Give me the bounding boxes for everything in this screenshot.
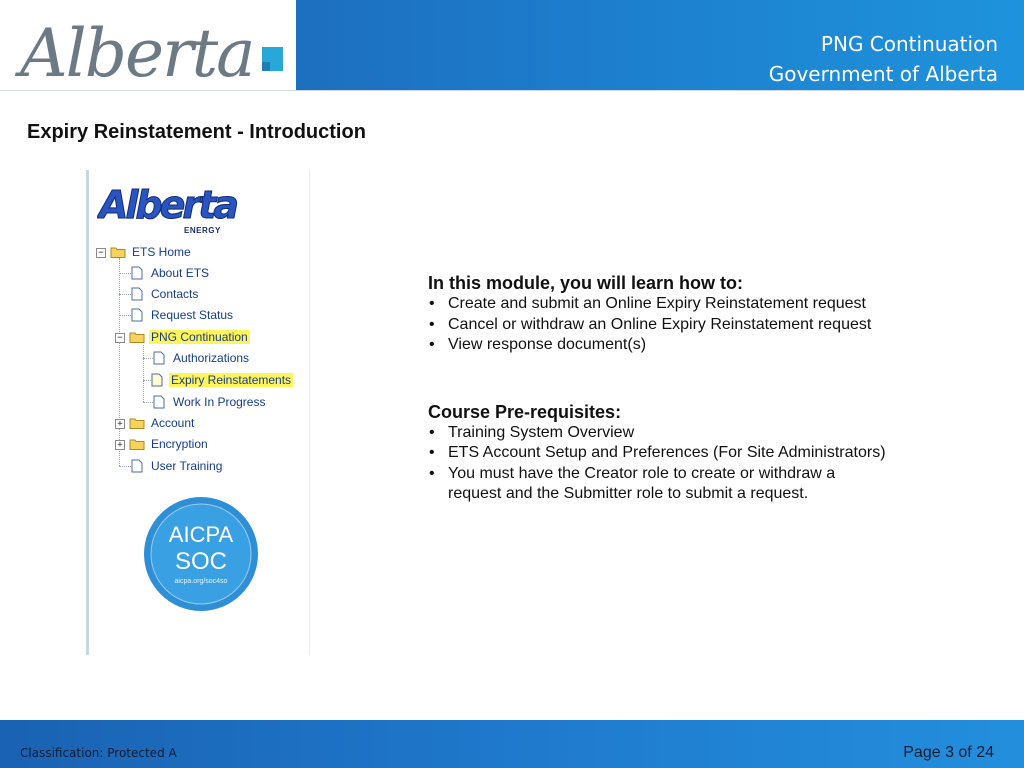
header-divider <box>0 90 1024 91</box>
page-title: Expiry Reinstatement - Introduction <box>27 121 366 143</box>
tree-item-label: Authorizations <box>173 351 250 365</box>
alberta-energy-logo-wordmark: Alberta <box>99 183 236 227</box>
page-icon <box>153 351 165 365</box>
page-number: Page 3 of 24 <box>903 744 994 761</box>
page-icon <box>131 459 143 473</box>
page-icon <box>151 373 163 387</box>
page-icon <box>153 395 165 409</box>
tree-item-label: About ETS <box>151 266 210 280</box>
header-title <box>769 29 998 89</box>
learn-item: • Create and submit an Online Expiry Reinstatement request <box>428 294 948 315</box>
energy-label: ENERGY <box>184 226 221 235</box>
tree-item-label: Request Status <box>151 308 234 322</box>
header-title-line2: Government of Alberta <box>768 62 998 86</box>
tree-item-label: ETS Home <box>132 245 191 259</box>
badge-line2: SOC <box>174 548 228 575</box>
tree-item-label: Encryption <box>151 437 208 451</box>
page-icon <box>131 287 143 301</box>
collapse-toggle-ets-home[interactable]: − <box>96 248 106 258</box>
tree-item-request-status[interactable] <box>131 306 235 324</box>
prereq-heading: Course Pre-requisites: <box>428 401 622 422</box>
header-band <box>296 0 1024 90</box>
footer-band <box>0 720 1024 768</box>
tree-item-label: PNG Continuation <box>151 330 248 344</box>
folder-open-icon <box>110 246 126 258</box>
page-icon <box>131 308 143 322</box>
learn-heading: In this module, you will learn how to: <box>428 273 744 293</box>
tree-item-authorizations[interactable] <box>153 349 251 367</box>
collapse-toggle-png-continuation[interactable]: − <box>115 333 125 343</box>
badge-url: aicpa.org/soc4so <box>174 578 228 585</box>
prereq-item: • Training System Overview <box>428 423 948 444</box>
tree-item-work-in-progress[interactable] <box>153 393 267 411</box>
tree-item-contacts[interactable] <box>131 285 200 303</box>
alberta-logo-wordmark: Alberta <box>20 15 254 90</box>
prereq-item: • ETS Account Setup and Preferences (For Site Administrators) <box>428 443 948 464</box>
tree-item-user-training[interactable] <box>131 457 224 475</box>
tree-view <box>89 170 309 480</box>
learn-item: • View response document(s) <box>428 335 948 356</box>
tree-item-ets-home[interactable] <box>110 243 193 261</box>
learn-list <box>428 294 948 356</box>
alberta-logo <box>0 0 296 90</box>
tree-item-png-continuation[interactable] <box>129 328 250 346</box>
tree-item-account[interactable] <box>129 414 196 432</box>
expand-toggle-account[interactable]: + <box>115 419 125 429</box>
prereq-item: • You must have the Creator role to create or withdraw a request and the Submitter role to submit a request. <box>428 464 868 505</box>
tree-item-label: Contacts <box>151 287 199 301</box>
page-icon <box>131 266 143 280</box>
folder-icon <box>129 417 145 429</box>
module-content <box>428 272 948 505</box>
badge-line1: AICPA <box>168 522 234 547</box>
classification-label: Classification: Protected A <box>20 746 177 760</box>
tree-item-encryption[interactable] <box>129 435 210 453</box>
tree-item-label: User Training <box>151 459 223 473</box>
header-title-line1: PNG Continuation <box>820 32 998 56</box>
tree-item-label: Expiry Reinstatements <box>171 373 292 387</box>
aicpa-soc-badge <box>142 495 260 613</box>
learn-item: • Cancel or withdraw an Online Expiry Reinstatement request <box>428 315 948 336</box>
tree-item-label: Work In Progress <box>173 395 266 409</box>
folder-icon <box>129 438 145 450</box>
expand-toggle-encryption[interactable]: + <box>115 440 125 450</box>
prereq-section <box>428 401 948 505</box>
tree-item-about-ets[interactable] <box>131 264 211 282</box>
tree-item-label: Account <box>151 416 195 430</box>
tree-item-expiry-reinstatements[interactable] <box>151 371 293 389</box>
header-logo-area <box>0 0 296 90</box>
navigation-tree-panel <box>86 170 310 655</box>
prereq-list <box>428 423 948 505</box>
folder-open-icon <box>129 331 145 343</box>
